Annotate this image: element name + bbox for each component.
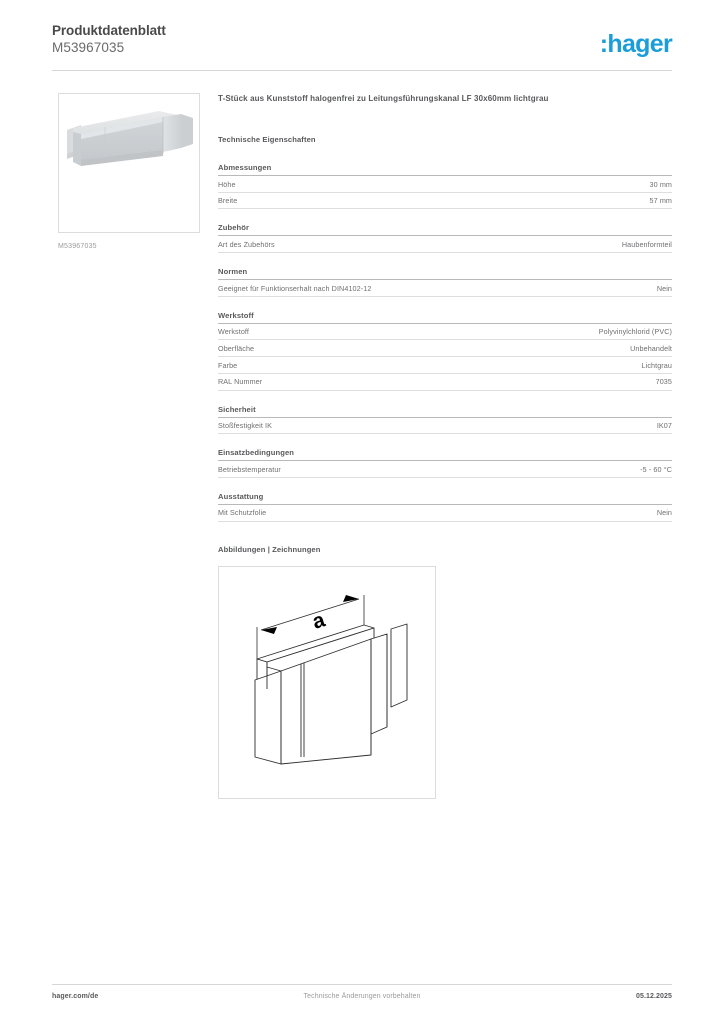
spec-row [218,324,672,341]
spec-group-sicherheit [218,405,672,435]
hager-logo: :hager [599,30,672,58]
spec-group-title: Sicherheit [218,405,672,418]
spec-value: Unbehandelt [630,343,672,353]
spec-group-title: Einsatzbedingungen [218,448,672,461]
spec-value: 57 mm [649,196,672,206]
technical-properties-heading: Technische Eigenschaften [218,135,316,144]
spec-label: Geeignet für Funktionserhalt nach DIN4102-12 [218,283,372,293]
spec-group-title: Normen [218,267,672,280]
spec-group-werkstoff [218,311,672,391]
drawings-heading: Abbildungen | Zeichnungen [218,544,321,554]
spec-group-title: Werkstoff [218,311,672,324]
page-footer [52,993,672,1007]
spec-group-ausstattung [218,492,672,522]
spec-groups-container [218,163,672,522]
footer-date: 05.12.2025 [635,993,672,1000]
product-image [58,93,200,233]
spec-label: Stoßfestigkeit IK [218,421,273,430]
spec-row [218,193,672,210]
spec-row [218,374,672,391]
footer-disclaimer: Technische Änderungen vorbehalten [303,993,421,1000]
spec-group-title: Ausstattung [218,492,672,505]
spec-row [218,357,672,374]
spec-value: Lichtgrau [641,360,672,370]
spec-value: Nein [656,283,672,293]
spec-row [218,418,672,435]
spec-row [218,236,672,253]
spec-label: Mit Schutzfolie [218,508,267,518]
spec-group-abmessungen [218,163,672,209]
spec-row [218,505,672,522]
spec-group-title: Abmessungen [218,163,672,176]
spec-row [218,340,672,357]
footer-website[interactable]: hager.com/de [52,993,99,1000]
spec-label: RAL Nummer [218,377,263,387]
spec-label: Werkstoff [218,327,249,337]
header-divider [52,70,672,71]
technical-drawing [218,566,436,799]
dimension-label-a: a [309,607,328,634]
page-title: Produktdatenblatt [52,23,166,38]
spec-group-zubehoer [218,223,672,253]
spec-group-normen [218,267,672,297]
content-column [218,93,672,799]
page-header [52,22,672,68]
spec-value: IK07 [656,421,672,430]
spec-label: Oberfläche [218,343,255,353]
product-description: T-Stück aus Kunststoff halogenfrei zu Leitungsführungskanal LF 30x60mm lichtgrau [218,94,549,103]
product-image-caption: M53967035 [58,243,97,250]
spec-value: 30 mm [649,179,672,189]
spec-label: Farbe [218,360,238,370]
product-photo-svg [59,94,199,232]
spec-value: Nein [656,508,672,518]
article-number: M53967035 [52,40,125,55]
spec-row [218,461,672,478]
spec-label: Breite [218,196,238,206]
spec-row [218,176,672,193]
spec-group-title: Zubehör [218,223,672,236]
spec-group-einsatzbedingungen [218,448,672,478]
spec-value: Haubenformteil [621,239,672,249]
spec-value: -5 - 60 °C [640,464,672,474]
spec-label: Betriebstemperatur [218,464,281,474]
footer-divider [52,984,672,985]
spec-value: Polyvinylchlorid (PVC) [598,327,672,337]
spec-label: Höhe [218,179,236,189]
technical-drawing-svg [219,567,435,798]
spec-row [218,280,672,297]
spec-value: 7035 [655,377,672,387]
spec-label: Art des Zubehörs [218,239,275,249]
